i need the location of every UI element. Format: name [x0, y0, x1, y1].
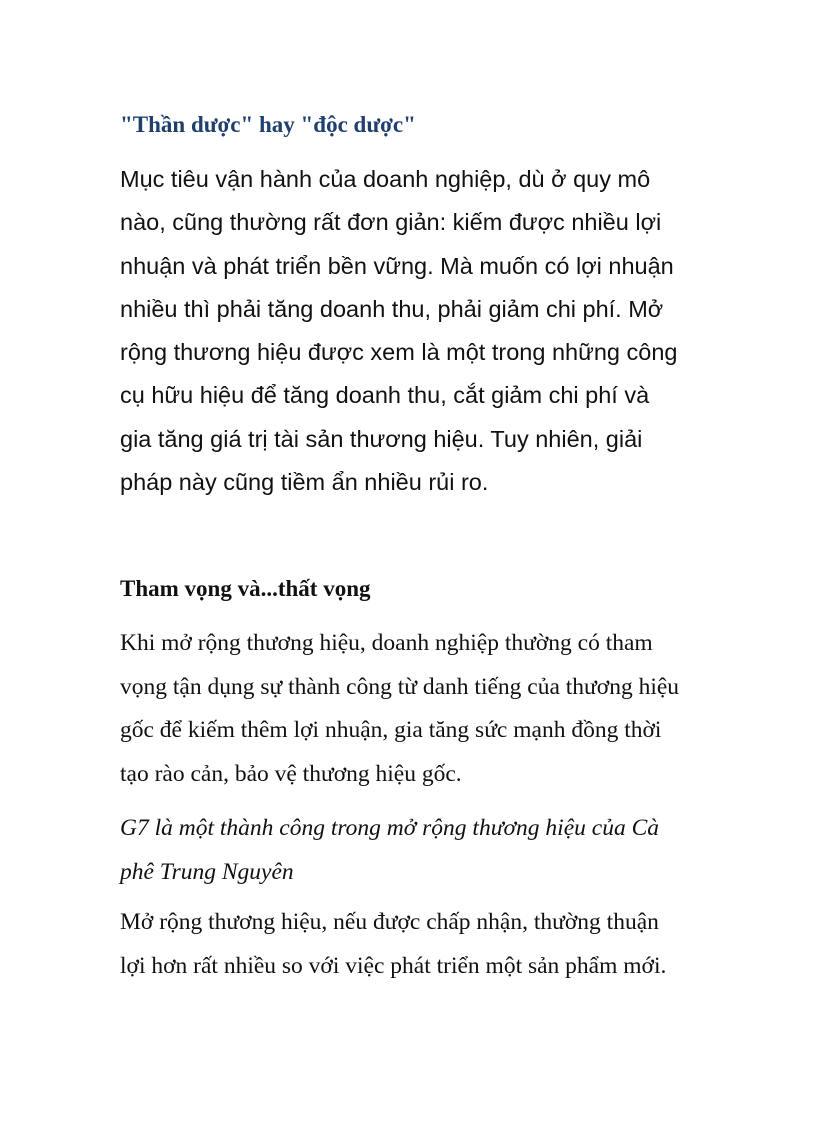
body-paragraph-2 [120, 901, 666, 988]
paragraph-line: pháp này cũng tiềm ẩn nhiều rủi ro. [120, 469, 489, 496]
paragraph-line: Khi mở rộng thương hiệu, doanh nghiệp thường có tham [120, 630, 653, 656]
paragraph-line: gốc để kiếm thêm lợi nhuận, gia tăng sức mạnh đồng thời [120, 717, 662, 743]
paragraph-line: nào, cũng thường rất đơn giản: kiếm được nhiều lợi [120, 209, 662, 236]
paragraph-line: Mục tiêu vận hành của doanh nghiệp, dù ở quy mô [120, 166, 651, 192]
paragraph-line: tạo rào cản, bảo vệ thương hiệu gốc. [120, 760, 462, 787]
section-heading-than-duoc: "Thần dược" hay "độc dược" [120, 112, 416, 137]
paragraph-line: rộng thương hiệu được xem là một trong những công [120, 339, 678, 366]
section-heading-tham-vong: Tham vọng và...thất vọng [120, 576, 371, 601]
paragraph-line: Mở rộng thương hiệu, nếu được chấp nhận, thường thuận [120, 909, 659, 935]
caption-line: G7 là một thành công trong mở rộng thương hiệu của Cà [120, 815, 659, 841]
paragraph-line: nhuận và phát triển bền vững. Mà muốn có lợi nhuận [120, 252, 674, 279]
body-paragraph-1 [120, 622, 679, 796]
intro-paragraph [120, 158, 700, 504]
paragraph-line: cụ hữu hiệu để tăng doanh thu, cắt giảm chi phí và [120, 382, 650, 409]
paragraph-line: lợi hơn rất nhiều so với việc phát triển một sản phẩm mới. [120, 952, 667, 979]
paragraph-line: vọng tận dụng sự thành công từ danh tiếng của thương hiệu [120, 673, 680, 700]
image-caption [120, 807, 659, 894]
paragraph-line: nhiều thì phải tăng doanh thu, phải giảm chi phí. Mở [120, 295, 664, 322]
caption-line: phê Trung Nguyên [120, 858, 294, 885]
paragraph-line: gia tăng giá trị tài sản thương hiệu. Tuy nhiên, giải [120, 425, 643, 452]
